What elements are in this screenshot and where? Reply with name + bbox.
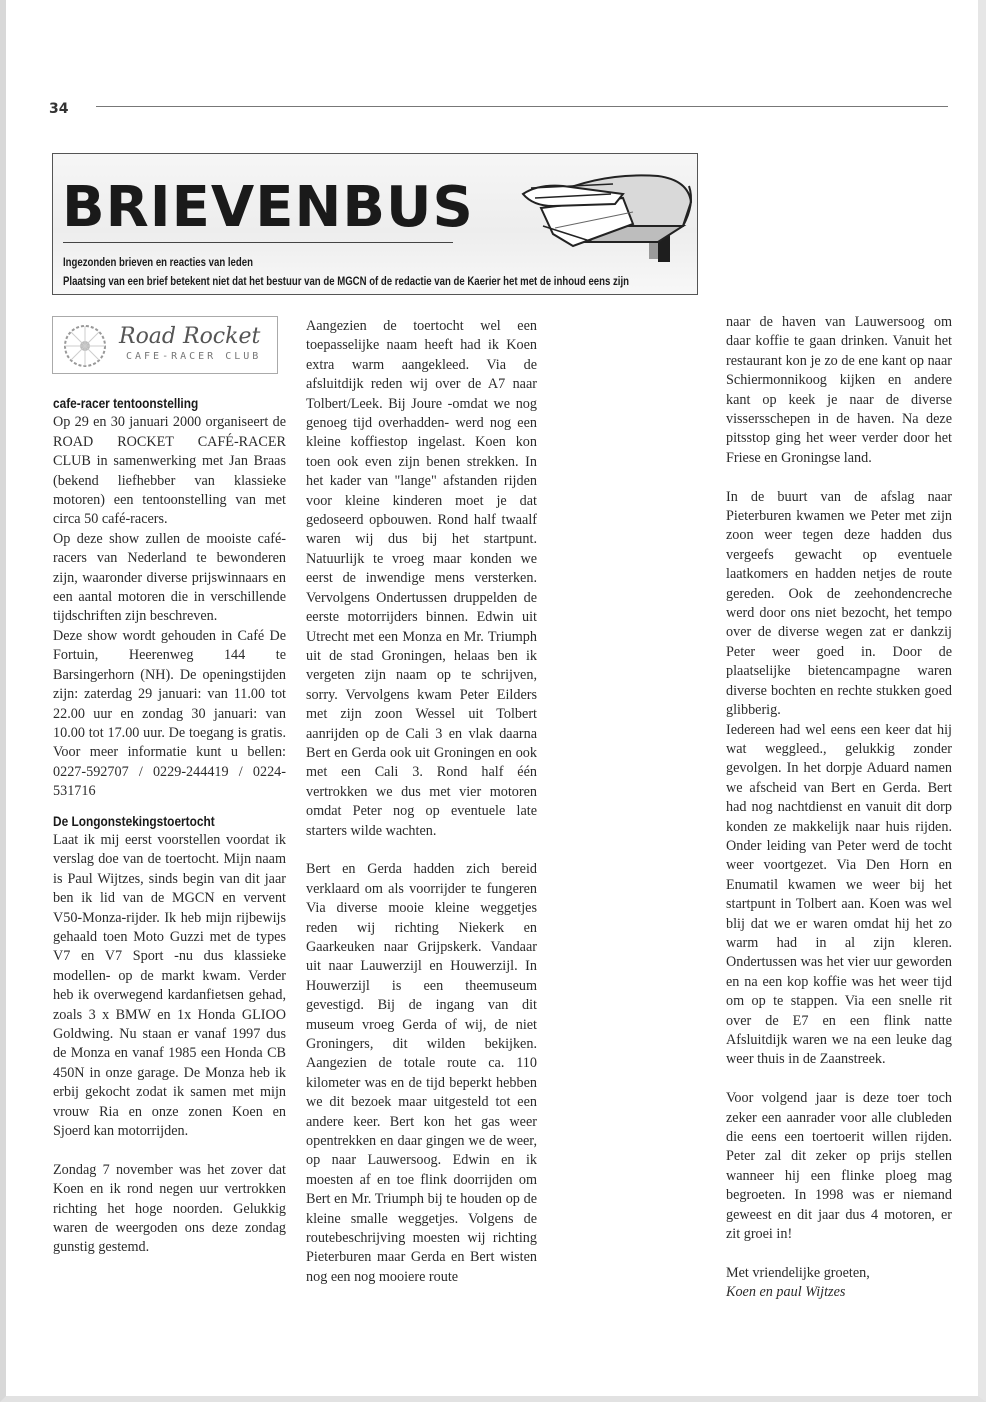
paragraph: In de buurt van de afslag naar Pieterburen kwamen we Peter met zijn zoon weer tegen deze hadden dus vergeefs gewacht op eventuele laatkomers en hadden netjes de route gereden. Ook de zeehondencreche werd door ons niet bezocht, het tempo over de diverse wegen zat er dankzij Peter weer goed in. Door de plaatselijke bietencampagne waren diverse bochten en rechte stukken goed glibberig.: [726, 488, 952, 719]
paragraph: Iedereen had wel eens een keer dat hij wat weggleed., gelukkig zonder gevolgen. In het dorpje Aduard namen we afscheid van Bert en Gerda. Bert had nog nachtdienst en vanuit dit dorp konden ze makkelijk naar huis rijden. Onder leiding van Peter werd de tocht weer voortgezet. Via Den Horn en Enumatil kwamen we weer bij het startpunt in Tolbert aan. Koen was wel blij dat we er waren omdat hij het zo warm had in al zijn kleren. Ondertussen was het vier uur geworden en na een kop koffie was het weer tijd om op te stappen. Via een snelle rit over de E7 en een flink natte Afsluitdijk waren we na een leuke dag weer thuis in de Zaanstreek.: [726, 721, 952, 1068]
closing-line: Met vriendelijke groeten,: [726, 1264, 870, 1281]
column-left: [53, 394, 286, 1258]
paragraph: Zondag 7 november was het zover dat Koen en ik rond negen uur vertrokken richting het hoge noorden. Gelukkig waren de weergoden ons deze zondag gunstig gestemd.: [53, 1161, 286, 1256]
banner-disclaimer: Plaatsing van een brief betekent niet dat het bestuur van de MGCN of de redactie van de Kaerier het met de inhoud eens zijn: [63, 274, 629, 288]
paragraph: Laat ik mij eerst voorstellen voordat ik verslag doe van de toertocht. Mijn naam is Paul Wijtzes, sinds begin van dit jaar ben ik lid van de MGCN en vervent V50-Monza-rijder. Ik heb mijn rijbewijs gehaald toen Moto Guzzi met de types V7 en V7 Sport -nu dus klassieke modellen- op de markt kwam. Verder heb ik overwegend kardanfietsen gehad, zoals 3 x BMW en 1x Honda GLIOO Goldwing. Nu staan er vanaf 1997 dus de Monza en vanaf 1985 een Honda CB 450N in onze garage. De Monza heb ik erbij gekocht zodat ik samen met mijn vrouw Ria en onze zonen Koen en Sjoerd kan motorrijden.: [53, 831, 286, 1140]
paragraph: Deze show wordt gehouden in Café De Fortuin, Heerenweg 144 te Barsingerhorn (NH). De openingstijden zijn: zaterdag 29 januari: van 11.00 tot 22.00 uur en zondag 30 januari: van 10.00 tot 17.00 uur. De toegang is gratis. Voor meer informatie kunt u bellen: 0227-592707 / 0229-244419 / 0224-531716: [53, 627, 286, 800]
section-title: BRIEVENBUS: [62, 175, 474, 240]
article-heading: cafe-racer tentoonstelling: [53, 396, 199, 411]
wheel-icon: [61, 323, 109, 369]
column-right: [726, 313, 952, 1303]
signature: Koen en paul Wijtzes: [726, 1284, 846, 1301]
column-middle: [306, 317, 537, 1287]
club-subtitle: CAFE-RACER CLUB: [126, 351, 262, 362]
paragraph: naar de haven van Lauwersoog om daar koffie te gaan drinken. Vanuit het restaurant kon je zo de ene kant op naar Schiermonnikoog kijken en andere kant op keek je naar de diverse vissersschepen in de haven. Na deze pitsstop ging het weer verder door het Friese en Groningse land.: [726, 314, 952, 466]
article-heading: De Longonstekingstoertocht: [53, 813, 215, 829]
paragraph: Op deze show zullen de mooiste café-racers van Nederland te bewonderen zijn, waaronder diverse prijswinnaars en een aantal motoren die in verschillende tijdschriften zijn beschreven.: [53, 530, 286, 625]
header-rule: [96, 106, 948, 107]
club-name: Road Rocket: [119, 324, 261, 349]
section-banner: [52, 153, 698, 295]
banner-divider: [63, 242, 453, 243]
paragraph: Voor volgend jaar is deze toer toch zeker een aanrader voor alle clubleden die eens een toertoerit willen rijden. Peter zal dit zeker op prijs stellen wanneer hij een flinke ploeg mag begroeten. In 1998 was er niemand geweest en dit jaar dus 4 motoren, er zit groei in!: [726, 1090, 952, 1243]
mailbox-icon: [483, 164, 698, 264]
page-number: 34: [49, 101, 69, 117]
paragraph: Aangezien de toertocht wel een toepasselijke naam heeft had ik Koen extra warm aangekleed. Via de afsluitdijk reden wij over de A7 naar Tolbert/Leek. Bij Joure -omdat we nog genoeg tijd overhadden- werd nog een kleine koffiestop ingelast. Koen kon toen ook even zijn benen strekken. In het kader van "lange" afstanden rijden voor kleine kinderen moet je dat gedoseerd opbouwen. Rond half twaalf waren wij dus bij het startpunt. Natuurlijk te vroeg maar konden we eerst de inwendige mens versterken. Vervolgens Ondertussen druppelden de eerste motorrijders binnen. Edwin uit Utrecht met een Monza en Mr. Triumph uit de stad Groningen, helaas ben ik vergeten zijn naam op te schrijven, sorry. Vervolgens kwam Peter Eilders met zijn zoon Wessel uit Tolbert aanrijden op de Cali 3 en vlak daarna Bert en Gerda ook uit Groningen en ook met een Cali 3. Rond half één vertrokken we dus met vier motoren omdat Peter nog op eventuele late starters wilde wachten.: [306, 318, 537, 839]
paragraph: Op 29 en 30 januari 2000 organiseert de ROAD ROCKET CAFÉ-RACER CLUB in samenwerking met Jan Braas (bekend liefhebber van klassieke motoren) een tentoonstelling van met circa 50 café-racers.: [53, 414, 286, 528]
banner-subtitle: Ingezonden brieven en reacties van leden: [63, 255, 253, 269]
club-logo: [52, 316, 278, 374]
paragraph: Bert en Gerda hadden zich bereid verklaard om als voorrijder te fungeren Via diverse mooie kleine weggetjes reden wij richting Niekerk en Gaarkeuken naar Grijpskerk. Vandaar uit naar Lauwerzijl en Houwerzijl. In Houwerzijl is een theemuseum gevestigd. Bij de ingang van dit museum vroeg Gerda of wij, de niet Groningers, dit wilden bekijken. Aangezien de totale route ca. 110 kilometer was en de tijd beperkt hebben we dit bezoek maar uitgesteld tot een andere keer. Bert kon het gas weer opentrekken en daar gingen we de weer, op naar Lauwersoog. Edwin en ik moesten af en toe flink doorrijden om Bert en Mr. Triumph bij te houden op de kleine smalle weggetjes. Volgens de routebeschrijving moesten wij richting Pieterburen maar Gerda en Bert wisten nog een nog mooiere route: [306, 861, 537, 1285]
